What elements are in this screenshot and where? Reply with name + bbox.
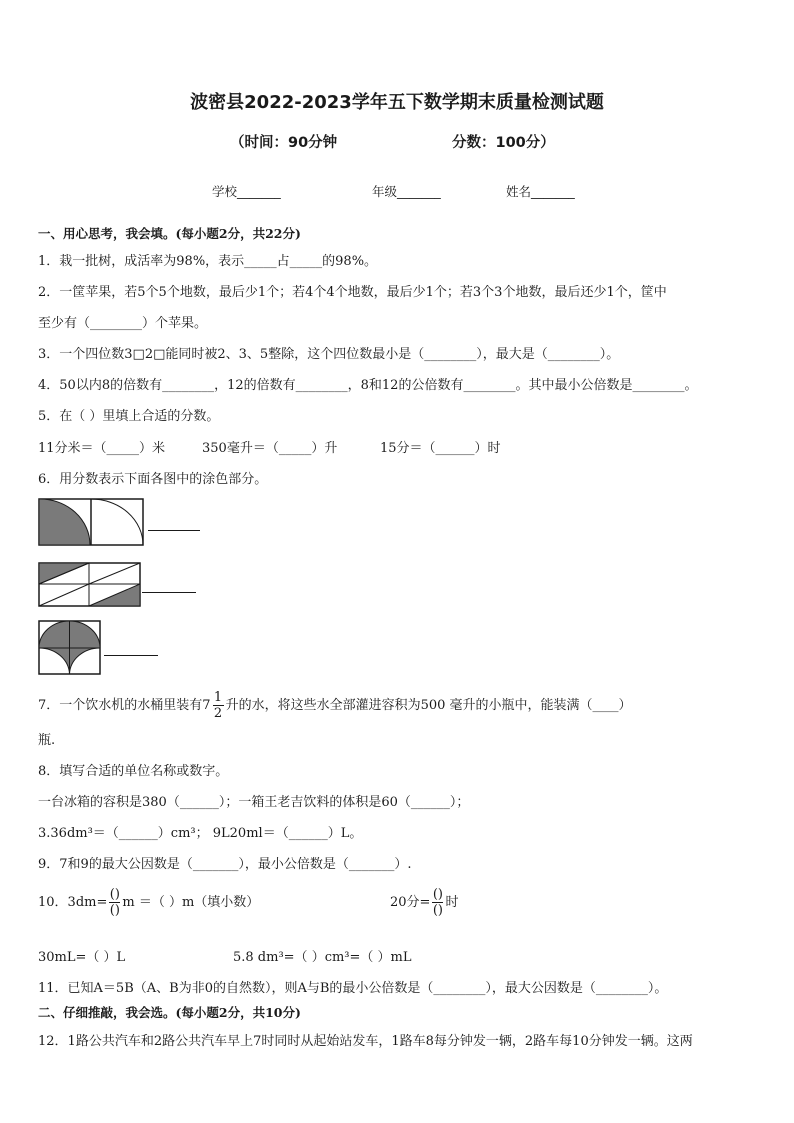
question-7-line2: 瓶. xyxy=(38,733,56,748)
fraction-denominator: () xyxy=(432,903,444,918)
fraction-denominator: 2 xyxy=(213,706,223,721)
question-10-fraction-1 xyxy=(109,888,120,917)
question-11: 11．已知A＝5B（A、B为非0的自然数），则A与B的最小公倍数是（________），最大公因数是（________）。 xyxy=(38,981,668,996)
question-7-text-b: 升的水，将这些水全部灌进容积为500 毫升的小瓶中，能装满（____） xyxy=(225,698,632,713)
figure-1 xyxy=(38,498,148,546)
name-field[interactable]: 姓名_______ xyxy=(506,184,575,199)
question-7-text-a: 7．一个饮水机的水桶里装有 xyxy=(38,698,203,713)
school-field[interactable]: 学校_______ xyxy=(212,184,281,199)
question-7-line1 xyxy=(38,691,632,720)
question-2-line2: 至少有（________）个苹果。 xyxy=(38,316,208,331)
figure-3-answer-line[interactable] xyxy=(104,655,158,656)
question-10-line1 xyxy=(38,888,259,917)
question-3: 3．一个四位数3□2□能同时被2、3、5整除，这个四位数最小是（________），最大是（________）。 xyxy=(38,347,620,362)
question-7-fraction xyxy=(213,691,224,720)
question-8-line2: 3.36dm³＝（______）cm³； 9L20ml＝（______）L。 xyxy=(38,826,363,841)
figure-2-answer-line[interactable] xyxy=(142,592,196,593)
question-9: 9．7和9的最大公因数是（_______），最小公倍数是（_______）. xyxy=(38,857,412,872)
exam-score: 分数：100分） xyxy=(452,135,555,151)
page-title: 波密县2022-2023学年五下数学期末质量检测试题 xyxy=(190,92,604,113)
question-10-line2a: 30mL=（ ）L xyxy=(38,950,126,965)
section1-heading: 一、用心思考，我会填。(每小题2分，共22分) xyxy=(38,226,301,241)
question-10-mid: m ＝（ ）m（填小数） xyxy=(122,895,260,910)
question-8-line1: 一台冰箱的容积是380（______）；一箱王老吉饮料的体积是60（______）； xyxy=(38,795,470,810)
question-10-hour-unit: 时 xyxy=(445,895,459,910)
question-4: 4．50以内8的倍数有________，12的倍数有________，8和12的公倍数有________。其中最小公倍数是________。 xyxy=(38,378,698,393)
exam-time: （时间：90分钟 xyxy=(230,135,338,151)
question-10-minutes: 20分= xyxy=(390,895,431,910)
fraction-numerator: () xyxy=(109,887,120,902)
question-8: 8．填写合适的单位名称或数字。 xyxy=(38,764,229,779)
figure-1-answer-line[interactable] xyxy=(148,530,200,531)
fraction-numerator: () xyxy=(432,887,444,902)
fraction-numerator: 1 xyxy=(213,690,223,705)
figure-2 xyxy=(38,562,142,608)
question-7-whole: 7 xyxy=(202,698,211,713)
question-5: 5．在（ ）里填上合适的分数。 xyxy=(38,409,220,424)
question-5-item-1: 11分米＝（_____）米 xyxy=(38,441,166,456)
section2-heading: 二、仔细推敲，我会选。(每小题2分，共10分) xyxy=(38,1005,301,1020)
question-2-line1: 2．一筐苹果，若5个5个地数，最后少1个；若4个4个地数，最后少1个；若3个3个地数，最后还少1个，筐中 xyxy=(38,285,667,300)
question-12: 12．1路公共汽车和2路公共汽车早上7时同时从起始站发车，1路车8每分钟发一辆，2路车每10分钟发一辆。这两 xyxy=(38,1034,693,1049)
question-10-line2b: 5.8 dm³=（ ）cm³=（ ）mL xyxy=(233,950,412,965)
figure-3 xyxy=(38,620,102,676)
question-5-item-2: 350毫升＝（_____）升 xyxy=(202,441,338,456)
question-10-fraction-2 xyxy=(432,888,443,917)
question-6: 6．用分数表示下面各图中的涂色部分。 xyxy=(38,472,268,487)
question-10-label: 10．3dm= xyxy=(38,895,108,910)
question-10-hour xyxy=(390,888,458,917)
fraction-denominator: () xyxy=(109,903,120,918)
question-1: 1．栽一批树，成活率为98%，表示_____占_____的98%。 xyxy=(38,254,378,269)
question-5-item-3: 15分＝（______）时 xyxy=(380,441,501,456)
grade-field[interactable]: 年级_______ xyxy=(372,184,441,199)
